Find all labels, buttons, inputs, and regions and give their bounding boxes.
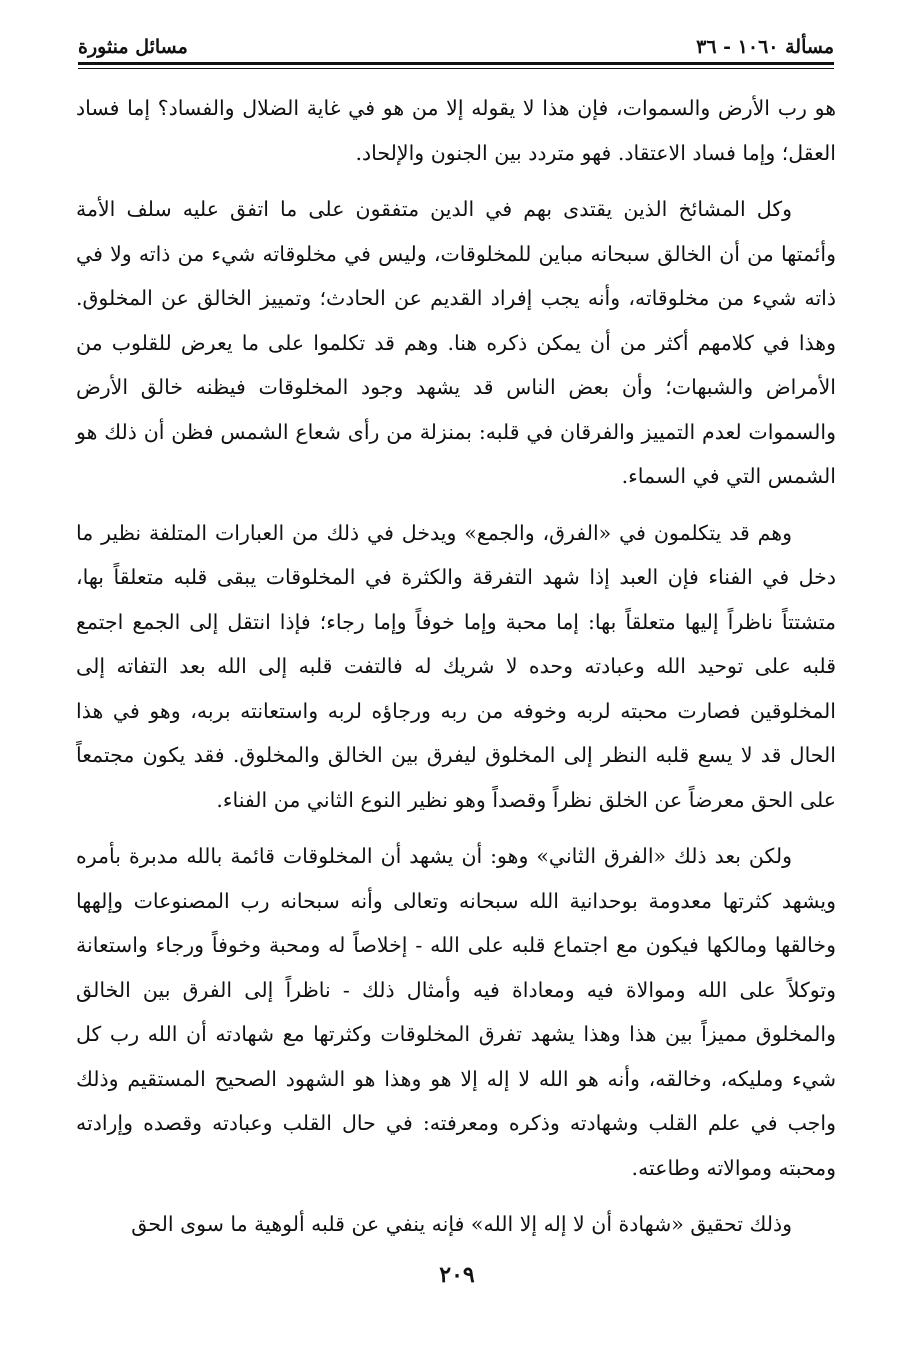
paragraph: هو رب الأرض والسموات، فإن هذا لا يقوله إلا من هو في غاية الضلال والفساد؟ إما فساد العقل؛ وإما فساد الاعتقاد. فهو متردد بين الجنون والإلحاد. bbox=[76, 96, 836, 165]
book-title: مسائل منثورة bbox=[78, 36, 188, 58]
paragraph: وكل المشائخ الذين يقتدى بهم في الدين متفقون على ما اتفق عليه سلف الأمة وأئمتها من أن الخالق سبحانه مباين للمخلوقات، وليس في مخلوقاته شيء من ذاته ولا في ذاته شيء من مخلوقاته، وأنه يجب إفراد القديم عن الحادث؛ وتمييز الخالق عن المخلوق. وهذا في كلامهم أكثر من أن يمكن ذكره هنا. وهم قد تكلموا على ما يعرض للقلوب من الأمراض والشبهات؛ وأن بعض الناس قد يشهد وجود المخلوقات فيظنه خالق الأرض والسموات لعدم التمييز والفرقان في قلبه: بمنزلة من رأى شعاع الشمس فظن أن ذلك هو الشمس التي في السماء. bbox=[76, 197, 836, 488]
page-number: ٢٠٩ bbox=[439, 1262, 475, 1288]
paragraph: ولكن بعد ذلك «الفرق الثاني» وهو: أن يشهد أن المخلوقات قائمة بالله مدبرة بأمره ويشهد كثرتها معدومة بوحدانية الله سبحانه وتعالى وأنه سبحانه رب المصنوعات وإلهها وخالقها ومالكها فيكون مع اجتماع قلبه على الله - إخلاصاً له ومحبة وخوفاً ورجاء واستعانة وتوكلاً على الله وموالاة فيه ومعاداة فيه وأمثال ذلك - ناظراً إلى الفرق بين الخالق والمخلوق مميزاً بين هذا وهذا يشهد تفرق المخلوقات وكثرتها مع شهادته أن الله رب كل شيء ومليكه، وخالقه، وأنه هو الله لا إله إلا هو وهذا هو الشهود الصحيح المستقيم وذلك واجب في علم القلب وشهادته وذكره ومعرفته: في حال القلب وعبادته وقصده وإرادته ومحبته وموالاته وطاعته. bbox=[76, 844, 836, 1180]
paragraph: وذلك تحقيق «شهادة أن لا إله إلا الله» فإنه ينفي عن قلبه ألوهية ما سوى الحق bbox=[131, 1212, 792, 1236]
body-text bbox=[76, 86, 836, 1259]
header-divider-thin bbox=[78, 68, 834, 69]
header-divider bbox=[78, 62, 834, 65]
chapter-reference: مسألة ١٠٦٠ - ٣٦ bbox=[696, 36, 834, 58]
running-header bbox=[78, 28, 834, 58]
paragraph: وهم قد يتكلمون في «الفرق، والجمع» ويدخل في ذلك من العبارات المتلفة نظير ما دخل في الفناء فإن العبد إذا شهد التفرقة والكثرة في المخلوقات يبقى قلبه متعلقاً بها، متشتتاً ناظراً إليها متعلقاً بها: إما محبة وإما خوفاً وإما رجاء؛ فإذا انتقل إلى الجمع اجتمع قلبه على توحيد الله وعبادته وحده لا شريك له فالتفت قلبه إلى الله بعد التفاته إلى المخلوقين فصارت محبته لربه وخوفه من ربه ورجاؤه لربه واستعانته بربه، وهو في هذا الحال قد لا يسع قلبه النظر إلى المخلوق ليفرق بين الخالق والمخلوق. فقد يكون مجتمعاً على الحق معرضاً عن الخلق نظراً وقصداً وهو نظير النوع الثاني من الفناء. bbox=[76, 520, 836, 812]
